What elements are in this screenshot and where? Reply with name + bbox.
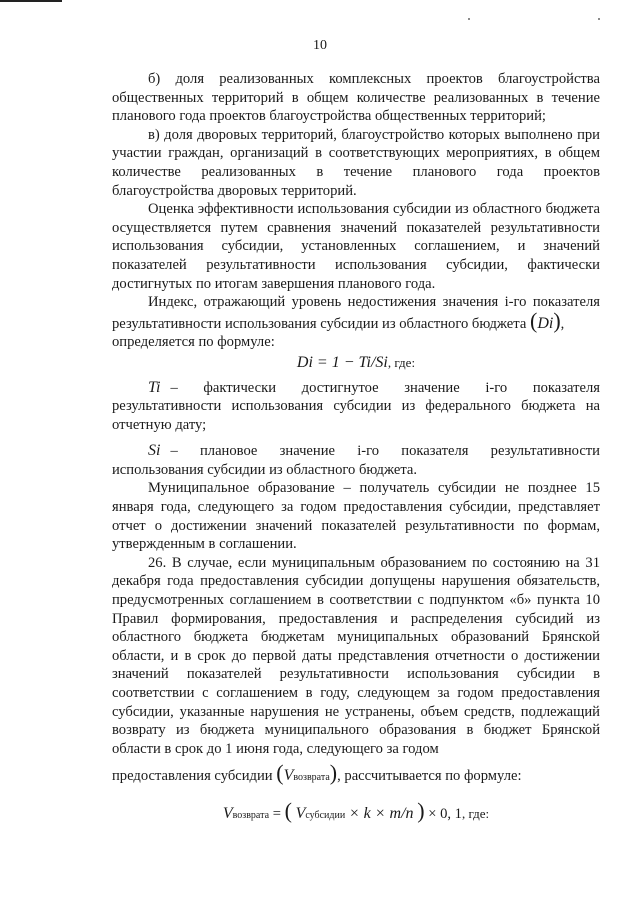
f2-v-sub: субсидии [305, 809, 346, 821]
definition-ti [112, 379, 600, 435]
scan-speck [598, 18, 600, 20]
f2-after: × 0, 1 [428, 805, 462, 822]
f2-rest: × k × m/n [348, 804, 414, 822]
paragraph-26-text: 26. В случае, если муниципальным образованием по состоянию на 31 декабря года предоставления субсидии допущены нарушения обязательств, предусмотренных соглашением в соответствии с подпунктом «б» пункта 10 Правил формирования, предоставления и распределения субсидий из областного бюджета бюджетам муниципальных образований Брянской области, и в срок до первой даты представления отчетности о достижении значений показателей результативности использования субсидии в соответствии с соглашением в году, следующем за годом предоставления субсидии, указанные нарушения не устранены, объем средств, подлежащий возврату из бюджета муниципального образования в бюджет Брянской области в срок до 1 июня года, следующего за годом [112, 554, 600, 757]
page-number: 10 [313, 38, 327, 53]
v-return-symbol: V [283, 767, 294, 785]
formula-di [112, 354, 600, 373]
paragraph-26 [112, 554, 600, 759]
determined-line: определяется по формуле: [112, 334, 275, 351]
paren-open: ( [529, 307, 538, 333]
paragraph-assessment: Оценка эффективности использования субсидии из областного бюджета осуществляется путем сравнения значений показателей результативности использования субсидии, установленных соглашением, и значений показателей результативности использования субсидии, фактически достигнутых по итогам завершения планового года. [112, 201, 600, 292]
paragraph-26-end [112, 760, 600, 788]
paren-close: ) [553, 307, 561, 333]
index-intro: Индекс, отражающий уровень недостижения значения i-го показателя результативности использования субсидии из областного бюджета [112, 294, 600, 332]
spacer [112, 434, 600, 442]
paragraph-index [112, 293, 600, 333]
paren-close: ) [417, 797, 425, 823]
ti-definition: – фактически достигнутое значение i-го показателя результативности использования субсидии из федерального бюджета на отчетную дату; [112, 379, 600, 433]
si-symbol: Si [148, 442, 161, 460]
f2-lhs-sub: возврата [232, 809, 270, 821]
p26-end-text: предоставления субсидии [112, 768, 273, 785]
formula-di-expression: Di = 1 − Ti/Si [296, 353, 388, 371]
f2-lhs: V [222, 804, 233, 822]
si-definition: – плановое значение i-го показателя результативности использования субсидии из областного бюджета. [112, 443, 600, 478]
v-return-sub: возврата [293, 772, 330, 784]
f2-eq: = [272, 805, 281, 822]
paren-open: ( [284, 797, 292, 823]
formula-v-return [112, 797, 600, 826]
scan-speck [468, 18, 470, 20]
paragraph-b: б) доля реализованных комплексных проектов благоустройства общественных территорий в общем количестве реализованных в течение планового года проектов благоустройства общественных территорий; [112, 71, 600, 125]
paren-open: ( [276, 760, 284, 786]
p26-tail: , рассчитывается по формуле: [337, 768, 522, 785]
f2-tail: , где: [461, 805, 490, 821]
index-tail: , [560, 315, 565, 332]
f2-v: V [295, 804, 306, 822]
ti-symbol: Ti [148, 378, 161, 396]
document-body [112, 70, 600, 832]
index-symbol: Di [537, 314, 554, 332]
paren-close: ) [329, 760, 338, 786]
formula-di-tail: , где: [387, 354, 416, 370]
definition-si [112, 442, 600, 479]
paragraph-v: в) доля дворовых территорий, благоустройство которых выполнено при участии граждан, организаций в соответствующих мероприятиях, в общем количестве реализованных в течение планового года проектов благоустройства дворовых территорий. [112, 126, 600, 199]
paragraph-municipal: Муниципальное образование – получатель субсидии не позднее 15 января года, следующего за годом предоставления субсидии, представляет отчет о достижении значений показателей результативности по формам, утвержденным в соглашении. [112, 480, 600, 553]
top-rule [0, 0, 62, 2]
